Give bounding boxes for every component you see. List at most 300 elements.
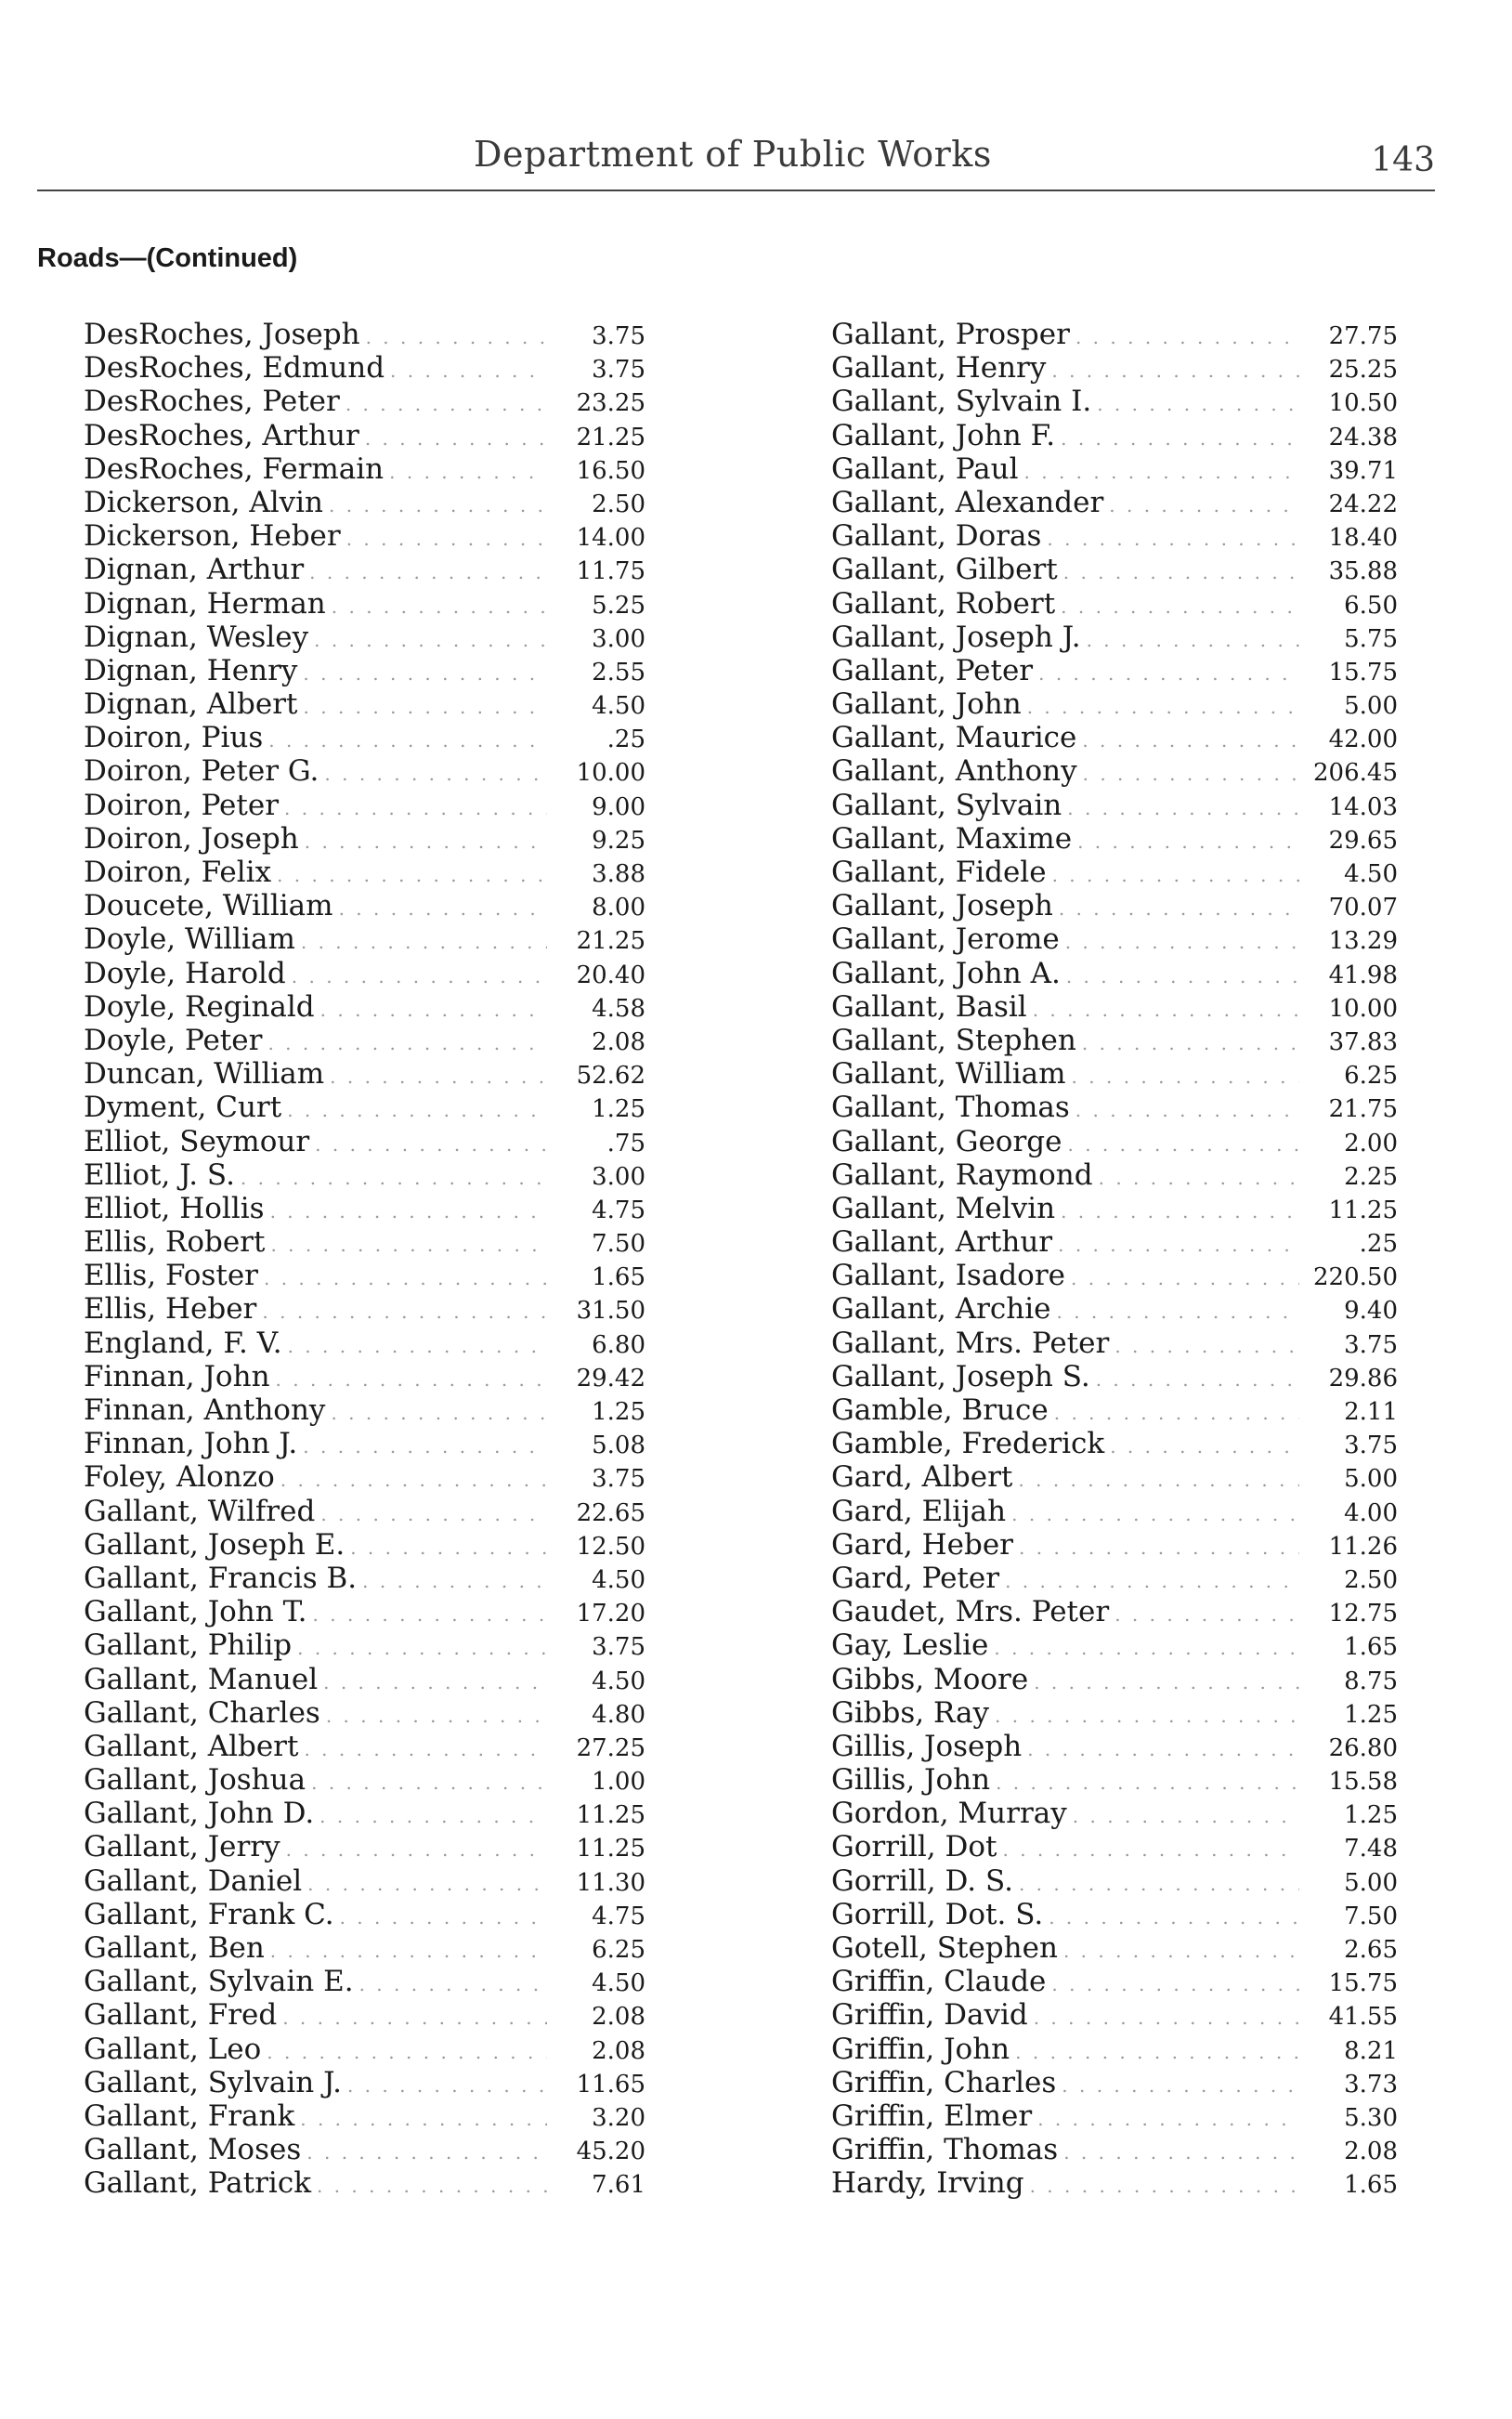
payee-name: Gallant, Leo — [84, 2032, 262, 2066]
payee-name: DesRoches, Arthur — [84, 418, 359, 452]
payee-name: Gard, Albert — [831, 1460, 1013, 1495]
payment-amount: 21.25 — [576, 423, 645, 451]
dot-leader — [241, 1167, 547, 1189]
payee-name: Gorrill, D. S. — [831, 1863, 1013, 1898]
payee-name: Gallant, Joshua — [84, 1763, 306, 1798]
payment-amount: 24.38 — [1328, 423, 1398, 451]
payment-amount: 3.00 — [592, 1162, 645, 1191]
list-item — [84, 621, 645, 654]
list-item — [831, 621, 1398, 654]
dot-leader — [1063, 561, 1299, 583]
payment-amount: 4.50 — [592, 692, 645, 721]
payee-name: Gallant, Henry — [831, 351, 1047, 386]
payee-name: Dickerson, Alvin — [84, 485, 324, 519]
dot-leader — [1049, 1906, 1299, 1929]
payee-name: Dignan, Henry — [84, 653, 298, 687]
payee-name: Duncan, William — [84, 1057, 325, 1092]
dot-leader — [1059, 897, 1299, 920]
dot-leader — [1063, 2141, 1299, 2164]
list-item — [84, 1292, 645, 1326]
payee-name: Gallant, John A. — [831, 956, 1061, 990]
payment-amount: 18.40 — [1328, 524, 1398, 553]
payee-name: Gallant, Prosper — [831, 318, 1070, 351]
list-item — [84, 1158, 645, 1192]
payee-name: Gard, Peter — [831, 1561, 1000, 1595]
left-column — [84, 318, 645, 2201]
payment-amount: 8.00 — [592, 894, 645, 922]
payment-amount: 5.00 — [1344, 1465, 1398, 1494]
dot-leader — [1003, 1838, 1300, 1861]
payment-amount: 3.73 — [1344, 2070, 1398, 2099]
payment-amount: 24.22 — [1328, 490, 1398, 518]
list-item — [831, 2133, 1398, 2166]
payee-name: Gallant, Joseph J. — [831, 620, 1081, 654]
payee-name: Elliot, Hollis — [84, 1191, 265, 1225]
payment-amount: 4.50 — [592, 1969, 645, 1998]
list-item — [831, 1427, 1398, 1460]
payment-amount: 12.50 — [576, 1532, 645, 1561]
payment-amount: 4.00 — [1344, 1498, 1398, 1527]
payment-amount: 2.50 — [1344, 1565, 1398, 1594]
payee-name: Doiron, Peter — [84, 788, 280, 822]
payee-name: England, F. V. — [84, 1326, 282, 1360]
payee-name: Gallant, Frank C. — [84, 1897, 334, 1931]
dot-leader — [365, 427, 547, 450]
list-item — [84, 419, 645, 452]
dot-leader — [362, 1570, 547, 1592]
payee-name: Gibbs, Ray — [831, 1695, 990, 1730]
list-item — [831, 2033, 1398, 2066]
payee-name: Gallant, Peter — [831, 653, 1034, 687]
dot-leader — [320, 999, 547, 1021]
payment-amount: 2.08 — [592, 2003, 645, 2032]
dot-leader — [1077, 830, 1299, 853]
dot-leader — [994, 1637, 1299, 1659]
list-item — [831, 452, 1398, 486]
list-item — [831, 1696, 1398, 1730]
payee-name: Gard, Elijah — [831, 1494, 1007, 1528]
list-item — [831, 553, 1398, 586]
list-item — [84, 2099, 645, 2133]
payee-name: Gallant, Moses — [84, 2133, 302, 2167]
payee-name: Foley, Alonzo — [84, 1460, 275, 1495]
section-title: Roads—(Continued) — [37, 243, 298, 273]
payment-amount: 23.25 — [576, 389, 645, 418]
list-item — [831, 654, 1398, 687]
list-item — [831, 1864, 1398, 1898]
list-item — [84, 1696, 645, 1730]
payee-name: Gallant, Sylvain E. — [84, 1965, 354, 1999]
list-item — [84, 486, 645, 519]
dot-leader — [319, 1805, 547, 1827]
payment-amount: 42.00 — [1328, 726, 1398, 754]
list-item — [831, 318, 1398, 351]
dot-leader — [1038, 662, 1299, 685]
dot-leader — [324, 763, 547, 785]
list-item — [84, 1192, 645, 1225]
list-item — [831, 721, 1398, 754]
list-item — [84, 754, 645, 788]
payment-amount: 70.07 — [1328, 894, 1398, 922]
dot-leader — [1082, 729, 1299, 752]
payment-amount: 5.25 — [592, 591, 645, 620]
payment-amount: 37.83 — [1328, 1027, 1398, 1056]
list-item — [84, 1797, 645, 1830]
payee-name: Gallant, John D. — [84, 1797, 315, 1831]
payee-name: Gorrill, Dot — [831, 1830, 997, 1864]
payee-name: Griffin, Claude — [831, 1965, 1047, 1999]
list-item — [84, 1057, 645, 1091]
dot-leader — [1056, 1301, 1299, 1323]
dot-leader — [996, 1772, 1299, 1794]
dot-leader — [1073, 1805, 1299, 1827]
payment-amount: 1.00 — [592, 1768, 645, 1797]
list-item — [831, 687, 1398, 721]
list-item — [831, 1931, 1398, 1965]
header-divider — [37, 190, 1435, 191]
payment-amount: 52.62 — [576, 1062, 645, 1091]
list-item — [831, 1091, 1398, 1124]
payee-name: Doyle, Harold — [84, 956, 286, 990]
payment-amount: 41.98 — [1328, 961, 1398, 989]
dot-leader — [287, 1099, 547, 1121]
list-item — [831, 1460, 1398, 1494]
dot-leader — [303, 662, 547, 685]
dot-leader — [1083, 763, 1299, 785]
payment-amount: 11.25 — [1328, 1196, 1398, 1224]
dot-leader — [297, 1637, 547, 1659]
payment-amount: 1.25 — [1344, 1801, 1398, 1830]
dot-leader — [313, 1603, 547, 1626]
payment-amount: 6.50 — [1344, 591, 1398, 620]
list-item — [84, 2033, 645, 2066]
payment-amount: 10.00 — [1328, 994, 1398, 1023]
dot-leader — [1011, 1503, 1299, 1525]
payee-name: Gallant, Joseph — [831, 889, 1053, 923]
list-item — [84, 922, 645, 956]
dot-leader — [345, 393, 547, 415]
dot-leader — [270, 1234, 547, 1256]
dot-leader — [1087, 629, 1299, 651]
payee-name: Finnan, John — [84, 1359, 270, 1393]
list-item — [84, 1864, 645, 1898]
list-item — [831, 1225, 1398, 1259]
payment-amount: 31.50 — [576, 1297, 645, 1326]
payment-amount: 2.08 — [592, 2036, 645, 2065]
list-item — [84, 687, 645, 721]
list-item — [831, 1730, 1398, 1763]
payee-name: Gallant, Gilbert — [831, 553, 1058, 587]
payee-name: Gallant, Ben — [84, 1931, 265, 1965]
dot-leader — [330, 1066, 547, 1088]
payee-name: Gallant, Melvin — [831, 1191, 1056, 1225]
payment-amount: 11.26 — [1328, 1532, 1398, 1561]
payee-name: Griffin, David — [831, 1998, 1028, 2033]
payment-amount: 3.75 — [592, 356, 645, 385]
dot-leader — [347, 2074, 547, 2097]
list-item — [831, 1024, 1398, 1057]
payment-amount: 13.29 — [1328, 927, 1398, 956]
payee-name: Gotell, Stephen — [831, 1931, 1058, 1965]
payment-amount: 11.25 — [576, 1835, 645, 1863]
list-item — [84, 789, 645, 822]
payee-name: Gallant, Maxime — [831, 821, 1073, 856]
payment-amount: .25 — [606, 726, 645, 754]
list-item — [831, 587, 1398, 621]
dot-leader — [303, 1435, 547, 1458]
payee-name: Finnan, John J. — [84, 1427, 298, 1461]
payment-amount: 2.50 — [592, 490, 645, 518]
payee-name: Doyle, William — [84, 922, 295, 957]
list-item — [831, 1628, 1398, 1662]
payment-amount: 1.25 — [1344, 1700, 1398, 1729]
dot-leader — [1027, 696, 1299, 718]
dot-leader — [1114, 1603, 1299, 1626]
payment-amount: .25 — [1359, 1230, 1398, 1259]
dot-leader — [326, 1705, 547, 1727]
dot-leader — [359, 1973, 547, 1995]
list-item — [84, 1024, 645, 1057]
payment-amount: 11.30 — [576, 1868, 645, 1897]
dot-leader — [317, 2175, 547, 2197]
dot-leader — [995, 1705, 1299, 1727]
dot-leader — [1114, 1335, 1299, 1357]
payee-name: Doyle, Reginald — [84, 989, 315, 1024]
payee-name: Gallant, John T. — [84, 1595, 307, 1629]
payment-amount: 6.25 — [1344, 1062, 1398, 1091]
list-item — [84, 1259, 645, 1292]
page-header — [37, 128, 1435, 193]
dot-leader — [1024, 461, 1299, 483]
payment-amount: 10.50 — [1328, 389, 1398, 418]
list-item — [84, 1360, 645, 1393]
list-item — [831, 351, 1398, 385]
list-item — [84, 351, 645, 385]
dot-leader — [331, 1402, 547, 1424]
dot-leader — [1082, 1032, 1299, 1054]
dot-leader — [389, 461, 547, 483]
payment-amount: 4.80 — [592, 1700, 645, 1729]
payee-name: Dignan, Albert — [84, 687, 298, 722]
list-item — [84, 553, 645, 586]
payee-name: Gallant, Doras — [831, 519, 1042, 554]
list-item — [84, 721, 645, 754]
list-item — [831, 385, 1398, 418]
list-item — [84, 1460, 645, 1494]
payee-name: Gallant, Joseph S. — [831, 1359, 1090, 1393]
payment-amount: 4.50 — [592, 1565, 645, 1594]
payee-name: Gallant, Raymond — [831, 1157, 1093, 1192]
dot-leader — [323, 1671, 547, 1693]
payment-amount: 4.50 — [1344, 860, 1398, 888]
list-item — [831, 1192, 1398, 1225]
list-item — [84, 1125, 645, 1158]
dot-leader — [340, 1906, 547, 1929]
payee-name: Dignan, Herman — [84, 586, 326, 621]
payment-amount: 35.88 — [1328, 557, 1398, 586]
payee-name: Gallant, Philip — [84, 1628, 293, 1663]
list-item — [84, 1998, 645, 2032]
payment-amount: 39.71 — [1328, 456, 1398, 485]
payment-amount: 2.11 — [1344, 1398, 1398, 1426]
list-item — [84, 385, 645, 418]
payee-name: Gallant, Stephen — [831, 1023, 1076, 1057]
list-item — [84, 2166, 645, 2200]
payment-amount: 41.55 — [1328, 2003, 1398, 2032]
payee-name: Doiron, Peter G. — [84, 754, 319, 789]
list-item — [831, 957, 1398, 990]
payment-amount: 2.08 — [1344, 2138, 1398, 2166]
payment-amount: 20.40 — [576, 961, 645, 989]
dot-leader — [1061, 427, 1299, 450]
dot-leader — [300, 2108, 547, 2130]
payment-amount: 15.75 — [1328, 658, 1398, 686]
dot-leader — [1099, 1167, 1299, 1189]
payee-name: Ellis, Heber — [84, 1292, 257, 1327]
payment-amount: 3.20 — [592, 2103, 645, 2132]
payee-name: Gard, Heber — [831, 1527, 1014, 1562]
payment-amount: 3.88 — [592, 860, 645, 888]
payment-amount: 9.00 — [592, 792, 645, 821]
list-item — [84, 1225, 645, 1259]
payee-name: Gallant, Manuel — [84, 1662, 319, 1696]
payee-name: Gallant, Anthony — [831, 754, 1077, 789]
payee-name: Gallant, Sylvain I. — [831, 385, 1092, 419]
payee-name: DesRoches, Peter — [84, 385, 340, 419]
payment-amount: 3.75 — [592, 1465, 645, 1494]
payee-name: Gallant, Fred — [84, 1998, 278, 2033]
payee-name: Gallant, Basil — [831, 989, 1027, 1024]
payment-amount: 4.75 — [592, 1196, 645, 1224]
dot-leader — [304, 696, 547, 718]
dot-leader — [1061, 1200, 1299, 1223]
list-item — [84, 1663, 645, 1696]
payment-amount: 1.65 — [1344, 1633, 1398, 1662]
payment-amount: 21.25 — [576, 927, 645, 956]
dot-leader — [309, 561, 547, 583]
list-item — [84, 1495, 645, 1528]
list-item — [831, 519, 1398, 553]
dot-leader — [1058, 1234, 1299, 1256]
payee-name: DesRoches, Fermain — [84, 451, 385, 486]
payee-name: Griffin, Elmer — [831, 2099, 1033, 2133]
payee-name: Gallant, Francis B. — [84, 1561, 358, 1595]
payment-amount: 45.20 — [576, 2138, 645, 2166]
list-item — [831, 419, 1398, 452]
list-item — [831, 1965, 1398, 1998]
payee-name: Doyle, Peter — [84, 1023, 263, 1057]
payee-name: Dickerson, Heber — [84, 519, 341, 554]
list-item — [84, 1965, 645, 1998]
payee-name: Gallant, Maurice — [831, 721, 1077, 755]
payee-name: Doucete, William — [84, 889, 333, 923]
payee-name: Gorrill, Dot. S. — [831, 1897, 1044, 1931]
list-item — [831, 1292, 1398, 1326]
list-item — [84, 2133, 645, 2166]
list-item — [831, 1360, 1398, 1393]
payee-name: Gordon, Murray — [831, 1797, 1067, 1831]
list-item — [84, 1830, 645, 1863]
payee-name: Gallant, Alexander — [831, 485, 1104, 519]
list-item — [84, 1427, 645, 1460]
payee-name: Gillis, John — [831, 1763, 991, 1798]
payee-name: Doiron, Felix — [84, 856, 272, 889]
list-item — [831, 1259, 1398, 1292]
payee-name: Doiron, Joseph — [84, 821, 299, 856]
payment-amount: 14.00 — [576, 524, 645, 553]
dot-leader — [1019, 1873, 1299, 1895]
payment-amount: 12.75 — [1328, 1600, 1398, 1628]
payee-name: Ellis, Robert — [84, 1225, 266, 1260]
payee-name: Gamble, Bruce — [831, 1393, 1049, 1427]
page-title: Department of Public Works — [474, 134, 992, 175]
payee-name: Gallant, Albert — [84, 1729, 299, 1763]
payment-amount: 27.25 — [576, 1733, 645, 1762]
payee-name: Doiron, Pius — [84, 721, 264, 755]
list-item — [84, 1327, 645, 1360]
payment-amount: 21.75 — [1328, 1095, 1398, 1124]
payment-amount: 1.65 — [1344, 2171, 1398, 2200]
dot-leader — [268, 729, 547, 752]
dot-leader — [1052, 864, 1299, 886]
dot-leader — [320, 1503, 547, 1525]
list-item — [84, 2066, 645, 2099]
dot-leader — [332, 595, 547, 618]
dot-leader — [267, 2041, 547, 2063]
payment-amount: 3.75 — [592, 1633, 645, 1662]
payee-name: Hardy, Irving — [831, 2166, 1024, 2201]
payment-amount: 29.42 — [576, 1364, 645, 1393]
dot-leader — [280, 1469, 547, 1491]
dot-leader — [1027, 1738, 1299, 1760]
list-item — [84, 519, 645, 553]
list-item — [831, 889, 1398, 922]
list-item — [84, 1562, 645, 1595]
right-column — [831, 318, 1398, 2201]
list-item — [831, 1663, 1398, 1696]
list-item — [84, 990, 645, 1024]
dot-leader — [292, 965, 547, 987]
payee-name: Gallant, Mrs. Peter — [831, 1326, 1110, 1360]
dot-leader — [1015, 2041, 1299, 2063]
payment-amount: .75 — [606, 1129, 645, 1157]
dot-leader — [329, 494, 547, 516]
dot-leader — [1034, 2007, 1299, 2029]
payee-name: Dyment, Curt — [84, 1091, 282, 1125]
payee-name: Gallant, Sylvain J. — [84, 2065, 342, 2099]
dot-leader — [262, 1301, 547, 1323]
dot-leader — [1018, 1469, 1299, 1491]
list-item — [84, 1528, 645, 1562]
dot-leader — [1067, 1133, 1299, 1156]
dot-leader — [1110, 1435, 1299, 1458]
payment-amount: 2.65 — [1344, 1936, 1398, 1964]
list-item — [831, 1998, 1398, 2032]
payee-name: DesRoches, Edmund — [84, 351, 385, 386]
payment-amount: 22.65 — [576, 1498, 645, 1527]
dot-leader — [282, 2007, 547, 2029]
payment-amount: 5.00 — [1344, 692, 1398, 721]
dot-leader — [1096, 1368, 1299, 1391]
dot-leader — [1054, 1402, 1299, 1424]
dot-leader — [1033, 999, 1299, 1021]
dot-leader — [304, 1738, 547, 1760]
list-item — [84, 1091, 645, 1124]
payee-name: DesRoches, Joseph — [84, 318, 360, 351]
payee-name: Gallant, John — [831, 687, 1022, 722]
dot-leader — [270, 1200, 547, 1223]
list-item — [84, 452, 645, 486]
